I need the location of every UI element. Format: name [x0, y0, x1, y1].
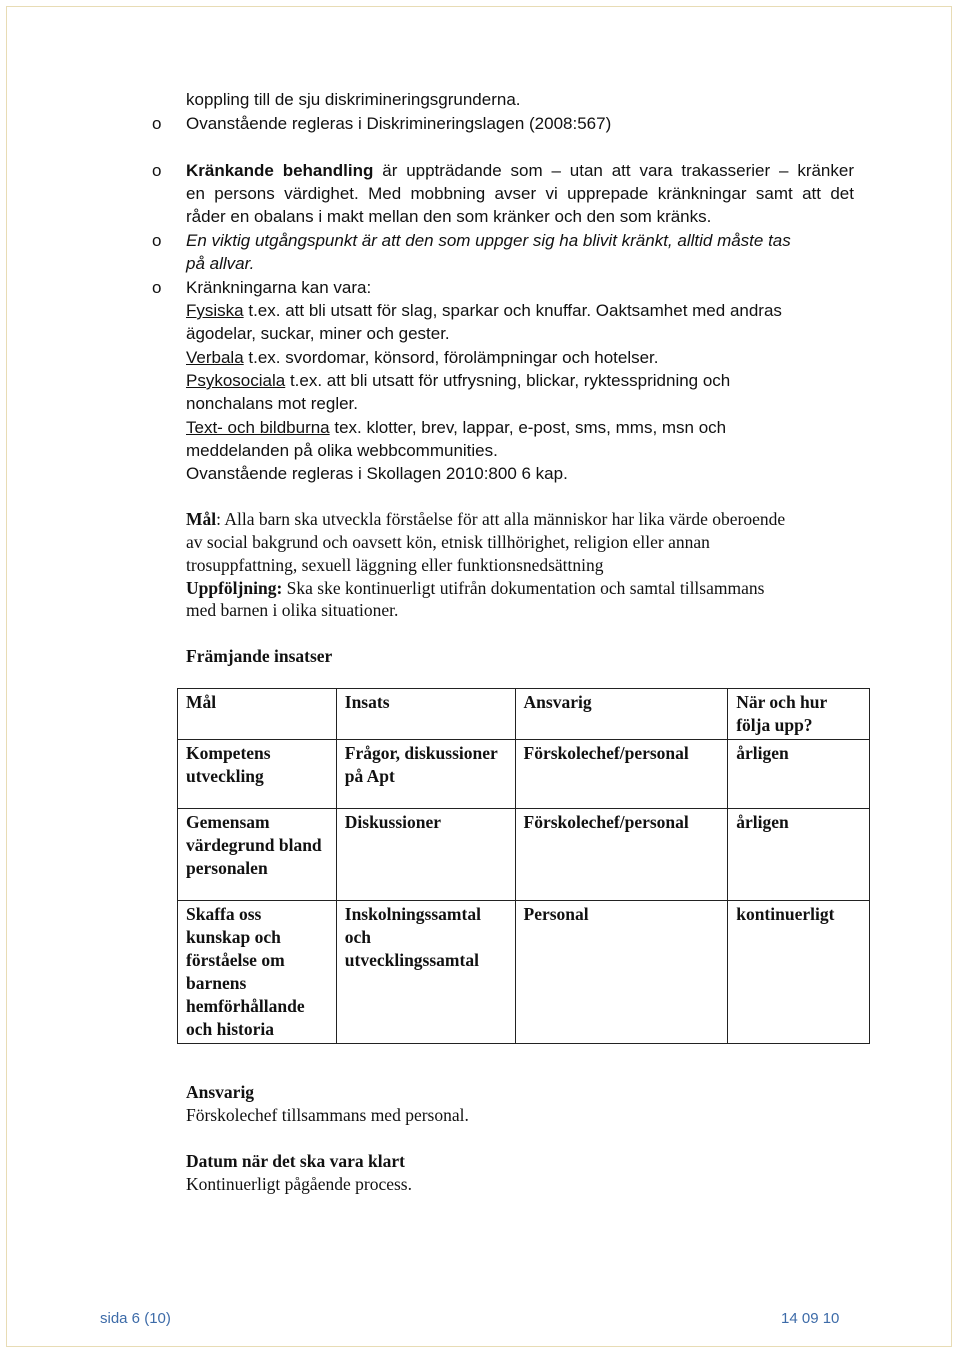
- fysiska-rest: t.ex. att bli utsatt för slag, sparkar och knuffar. Oaktsamhet med andras: [248, 301, 782, 320]
- table-row: [178, 740, 870, 809]
- verbala-line: [186, 348, 659, 368]
- krank-line-1: [186, 161, 854, 181]
- section-title: Främjande insatser: [186, 646, 333, 666]
- text-line-1: [186, 418, 726, 438]
- footer-page-number: sida 6 (10): [100, 1310, 171, 1327]
- bullet-marker: o: [152, 231, 162, 250]
- goal-mal-rest: : Alla barn ska utveckla förståelse för att alla människor har lika värde oberoende: [216, 509, 786, 529]
- intro-line-2: Ovanstående regleras i Diskrimineringslagen (2008:567): [186, 114, 612, 133]
- krank-bold: Kränkande behandling: [186, 161, 374, 180]
- italic-line-2: på allvar.: [186, 254, 255, 273]
- fysiska-line-2: ägodelar, suckar, miner och gester.: [186, 324, 450, 343]
- psyko-line-1: [186, 371, 730, 391]
- table-cell: Frågor, diskussioner på Apt: [336, 740, 515, 809]
- bullet-marker: o: [152, 114, 162, 133]
- verbala-rest: t.ex. svordomar, könsord, förolämpningar och hotelser.: [248, 348, 659, 367]
- table-cell: Inskolningssamtal och utvecklingssamtal: [336, 901, 515, 1044]
- verbala-label: Verbala: [186, 348, 244, 367]
- goal-line-5: med barnen i olika situationer.: [186, 600, 399, 620]
- table-cell: Kompetens utveckling: [178, 740, 337, 809]
- footer-date: 14 09 10: [781, 1310, 840, 1327]
- goal-line-1: [186, 509, 785, 530]
- fysiska-label: Fysiska: [186, 301, 244, 320]
- krank-rest: är uppträdande som – utan att vara trakasserier – kränker: [382, 161, 855, 180]
- table-cell: årligen: [728, 740, 870, 809]
- table-row: [178, 809, 870, 901]
- ansvarig-text: Förskolechef tillsammans med personal.: [186, 1105, 469, 1125]
- skollag-line: Ovanstående regleras i Skollagen 2010:800 6 kap.: [186, 464, 568, 483]
- bullet-marker: o: [152, 161, 162, 180]
- table-header-cell: När och hur följa upp?: [728, 689, 870, 740]
- table-header-cell: Mål: [178, 689, 337, 740]
- table-cell: Personal: [515, 901, 728, 1044]
- table-cell: årligen: [728, 809, 870, 901]
- krank-line-3: råder en obalans i makt mellan den som kränker och den som kränks.: [186, 207, 712, 226]
- table-header-row: [178, 689, 870, 740]
- table-cell: Gemensam värdegrund bland personalen: [178, 809, 337, 901]
- psyko-rest: t.ex. att bli utsatt för utfrysning, blickar, ryktesspridning och: [289, 371, 731, 390]
- text-line-2: meddelanden på olika webbcommunities.: [186, 441, 498, 460]
- uppf-rest: Ska ske kontinuerligt utifrån dokumentation och samtal tillsammans: [286, 578, 765, 598]
- goal-mal-label: Mål: [186, 509, 217, 529]
- table-cell: Skaffa oss kunskap och förståelse om barnens hemförhållande och historia: [178, 901, 337, 1044]
- kan-vara: Kränkningarna kan vara:: [186, 278, 372, 297]
- table-cell: Diskussioner: [336, 809, 515, 901]
- ansvarig-heading: Ansvarig: [186, 1082, 255, 1102]
- table-cell: kontinuerligt: [728, 901, 870, 1044]
- datum-heading: Datum när det ska vara klart: [186, 1151, 405, 1171]
- table-header-cell: Insats: [336, 689, 515, 740]
- text-label: Text- och bildburna: [186, 418, 330, 437]
- goal-line-2: av social bakgrund och oavsett kön, etnisk tillhörighet, religion eller annan: [186, 532, 710, 552]
- uppf-label: Uppföljning:: [186, 578, 283, 598]
- fysiska-line-1: [186, 301, 782, 321]
- text-rest: tex. klotter, brev, lappar, e-post, sms, mms, msn och: [334, 418, 727, 437]
- psyko-label: Psykosociala: [186, 371, 286, 390]
- table-row: [178, 901, 870, 1044]
- goal-line-3: trosuppfattning, sexuell läggning eller funktionsnedsättning: [186, 555, 604, 575]
- italic-line-1: En viktig utgångspunkt är att den som uppger sig ha blivit kränkt, alltid måste tas: [186, 231, 791, 250]
- goal-line-4: [186, 578, 764, 599]
- intro-line-1: koppling till de sju diskrimineringsgrunderna.: [186, 90, 521, 109]
- datum-text: Kontinuerligt pågående process.: [186, 1174, 412, 1194]
- table-header-cell: Ansvarig: [515, 689, 728, 740]
- table-cell: Förskolechef/personal: [515, 740, 728, 809]
- plan-table: [177, 688, 870, 1044]
- psyko-line-2: nonchalans mot regler.: [186, 394, 358, 413]
- bullet-marker: o: [152, 278, 162, 297]
- krank-line-2: en persons värdighet. Med mobbning avser vi upprepade kränkningar samt att det: [186, 184, 854, 203]
- table-cell: Förskolechef/personal: [515, 809, 728, 901]
